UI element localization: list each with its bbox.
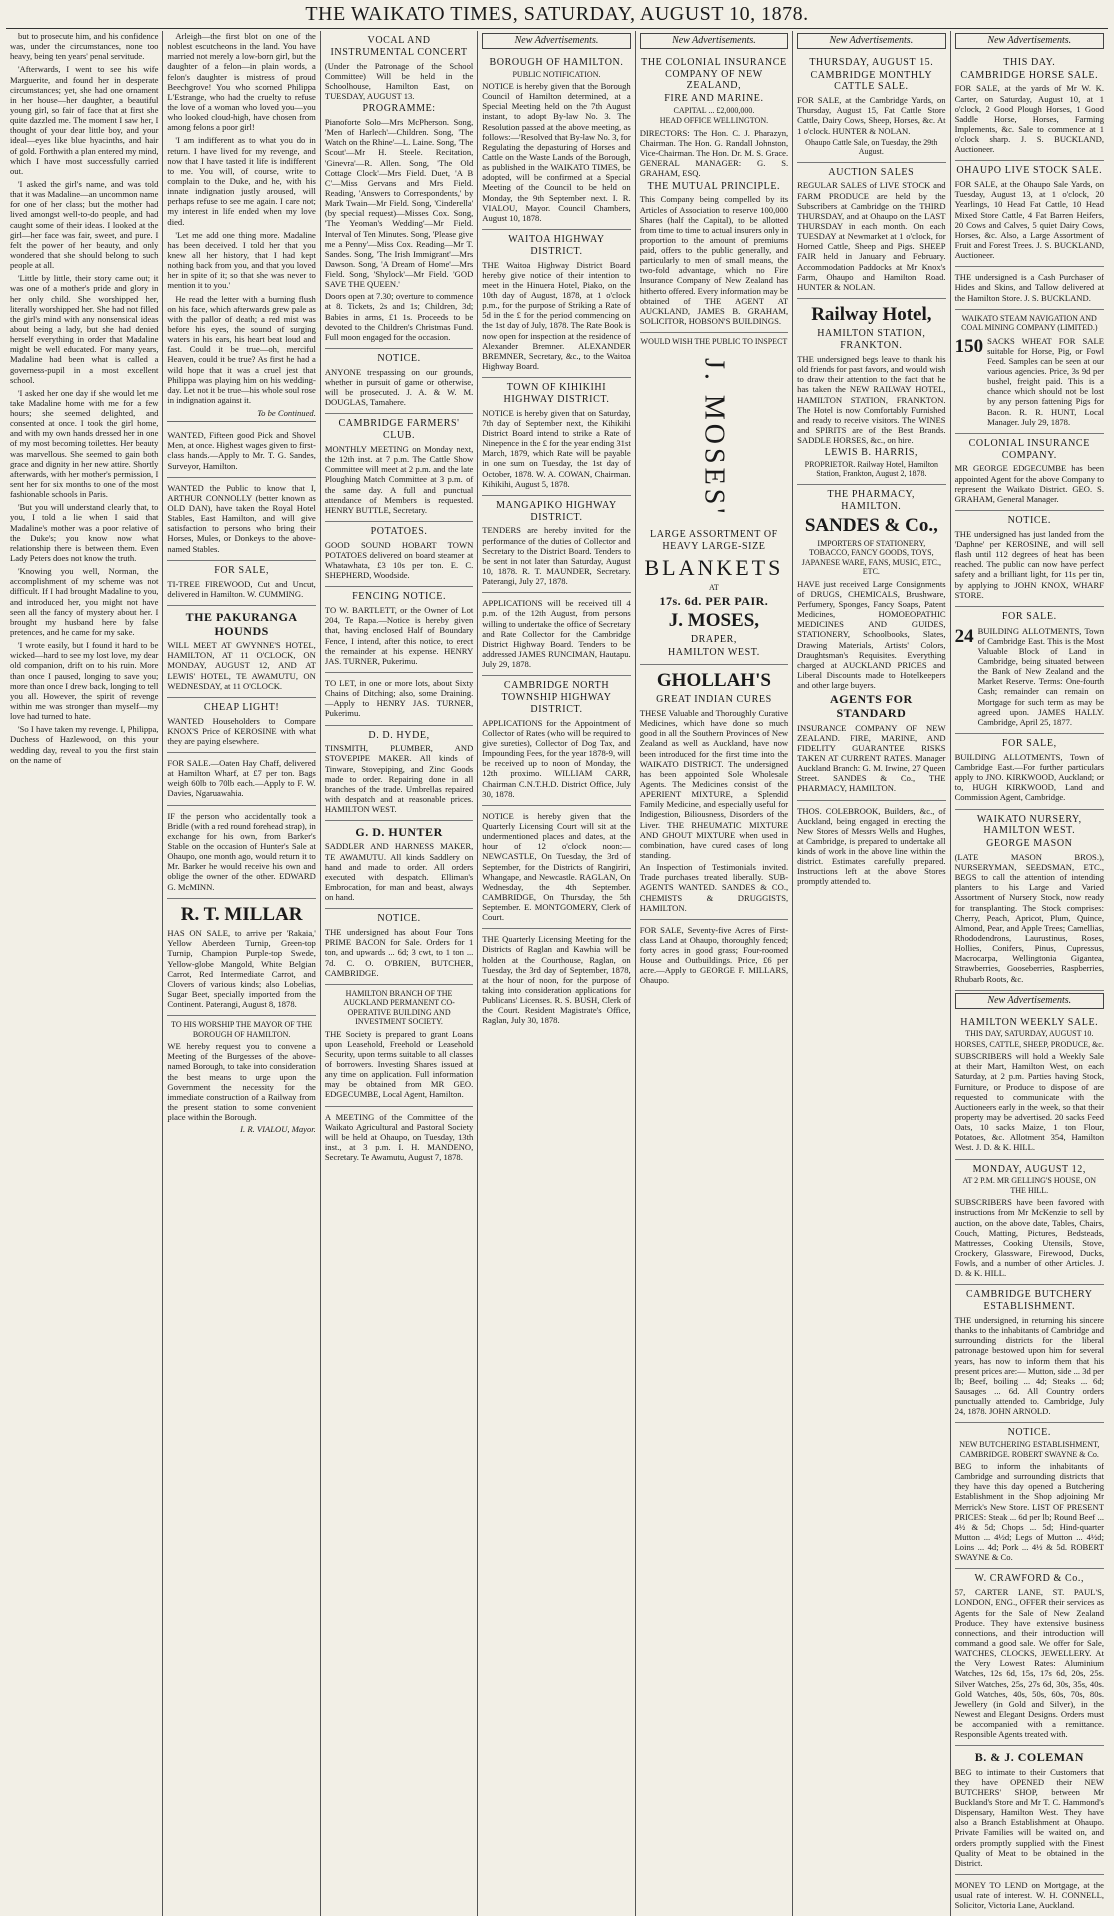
ad-hay-chaff: FOR SALE.—Oaten Hay Chaff, delivered at Hamilton Wharf, at £7 per ton. Bags weigh 60lb to 70lb each.—Apply to F. W. Davies, Ngaruawahia. xyxy=(167,753,315,806)
column-heading: New Advertisements. xyxy=(797,33,945,49)
ad-wanted-stables: WANTED the Public to know that I, ARTHUR CONNOLLY (better known as OLD DAN), have taken the Royal Hotel Stables, East Hamilton, and will give satisfaction to persons who bring their Horses, Mules, or Donkeys to the above-named Stables. xyxy=(167,478,315,561)
ad-cambridge-butchery-text: CAMBRIDGE BUTCHERY ESTABLISHMENT. xyxy=(965,1289,1093,1313)
ad-kirkwood: FOR SALE, BUILDING ALLOTMENTS, Town of Cambridge East.—For further particulars apply to JNO. KIRKWOOD, Auckland; or to, HUGH KIRKWOOD, Land and Commission Agent, Cambridge. xyxy=(955,734,1104,810)
story-paragraph: 'I asked her one day if she would let me take Madaline home with me for a few hours; she seemed delighted, and consented at once. I took the girl home, and with my own hands dressed her in one of my most becoming toilettes. Her beauty was marvellous. She seemed to gain both grace and dignity in her new attire. Shortly afterwards, with her mother's permission, I sent her for six months to one of the most fashionable schools in Paris. xyxy=(10,387,159,500)
story-paragraph: Arleigh—the first blot on one of the noblest escutcheons in the land. You have married not merely a low-born girl, but the daughter of a felon—in plain words, a felon's daughter is mistress of proud Beechgrove! You who scorned Philippa L'Estrange, who had the cruelty to refuse the love of a woman who loved you—you who looked cloud-high, have chosen from among felons a poor girl! xyxy=(167,31,316,133)
ad-kihikihi: TOWN OF KIHIKIHI HIGHWAY DISTRICT. NOTICE is hereby given that on Saturday, 7th day of September next, the Kihikihi District Board intend to strike a Rate of Ninepence in the £ for the year ending 31st March, 1879, which Rate will be payable in one sum on Tuesday, the 1st day of October, 1878. W. A. COWAN, Chairman. Kihikihi, August 5, 1878. xyxy=(482,378,630,496)
ad-cambridge-butchery xyxy=(955,1285,1104,1423)
ad-colonial-insurance: THE COLONIAL INSURANCE COMPANY OF NEW ZEALAND, FIRE AND MARINE. CAPITAL ... £2,000,000. HEAD OFFICE WELLINGTON. DIRECTORS: The Hon. C. J. Pharazyn, Chairman. The Hon. G. Randall Johnston, Vice-Chairman. The Hon. Dr. M. S. Grace. GENERAL MANAGER: G. S. GRAHAM, ESQ. THE MUTUAL PRINCIPLE. This Company being compelled by its Articles of Association to reserve 100,000 Shares (half the Capital), to be allotted from time to time to actual insurers only in proportion to the amount of premiums paid, offers to the public generally, and particularly to men of small means, the two-fold advantage, which no Fire Insurance Company of New Zealand has hitherto offered. Every information may be obtained of THE AGENT AT AUCKLAND, JAMES B. GRAHAM, SOLICITOR, HOBSON'S BUILDINGS. xyxy=(640,53,788,333)
ad-pakuranga-hounds: THE PAKURANGA HOUNDS WILL MEET AT GWYNNE'S HOTEL, HAMILTON, AT 11 O'CLOCK, ON MONDAY, AUGUST 12, AND AT LEWIS' HOTEL, TE AWAMUTU, ON WEDNESDAY, at 11 O'CLOCK. xyxy=(167,606,315,698)
ad-bridle: IF the person who accidentally took a Bridle (with a red round forehead strap), in exchange for his own, from Barker's Stable on the occasion of Hunter's Sale at Ohaupo, one month ago, would return it to Mr. Barker he would receive his own and oblige the owner of the other. EDWARD G. McMINN. xyxy=(167,806,315,899)
ad-hyde: D. D. HYDE, TINSMITH, PLUMBER, AND STOVEPIPE MAKER. All kinds of Tinware, Stovepiping, and Zinc Goods made to order. Repairing done in all branches of the trade. Umbrellas repaired with despatch and at reasonable prices. HAMILTON WEST. xyxy=(325,726,473,822)
ad-cambridge-north: CAMBRIDGE NORTH TOWNSHIP HIGHWAY DISTRICT. APPLICATIONS for the Appointment of Collector of Rates (who will be required to give sureties), Collector of Dog Tax, and Impounding Fees, for the year 1878-9, will be received up to noon of Monday, the 12th proximo. WILLIAM CARR, Chairman C.N.T.H.D. District Office, July 30, 1878. xyxy=(482,676,630,806)
column-5 xyxy=(636,31,793,1916)
ad-cattle-sale: THURSDAY, AUGUST 15. CAMBRIDGE MONTHLY CATTLE SALE. FOR SALE, at the Cambridge Yards, on Thursday, August 15, Fat Cattle Store Cattle, Dairy Cows, Sheep, Horses, &c. At 1 o'clock. HUNTER & NOLAN. Ohaupo Cattle Sale, on Tuesday, the 29th August. xyxy=(797,53,945,163)
ad-money-to-lend-text: MONEY TO LEND on Mortgage, at the usual rate of interest. W. H. CONNELL, Solicitor, Victoria Lane, Auckland. xyxy=(954,1879,1104,1911)
story-paragraph: but to prosecute him, and his confidence was, under the circumstances, none too heavy, being ten years' penal servitude. xyxy=(10,31,159,62)
ad-new-butchering xyxy=(955,1423,1104,1569)
ad-allotments: FOR SALE. 24 BUILDING ALLOTMENTS, Town of Cambridge East. This is the Most Valuable Block of Land in Cambridge, being situated between the Bank of New Zealand and the Market Reserve. Terms: One-fourth Cash; remainder can remain on Mortgage for such term as may be agreed upon. JAMES HALLY. Cambridge, April 25, 1877. xyxy=(955,607,1104,734)
ad-new-butchering-text: NEW BUTCHERING ESTABLISHMENT, CAMBRIDGE. ROBERT SWAYNE & Co. xyxy=(959,1440,1100,1459)
ad-millar: R. T. MILLAR HAS ON SALE, to arrive per 'Rakaia,' Yellow Aberdeen Turnip, Green-top Turnip, Champion Purple-top Swede, Yellow-globe Mangold, White Belgian Carrot, Red Intermediate Carrot, and Clovers of various kinds; also Lobelias, Sugar Beet, specially imported from the Continent. Paterangi, August 8, 1878. xyxy=(167,899,315,1017)
ad-raglan-licensing: THE Quarterly Licensing Meeting for the Districts of Raglan and Kawhia will be holden at the Courthouse, Raglan, on Tuesday, the 3rd day of September, 1878, at the hour of noon, for the purpose of taking into consideration applications for Publicans' Licenses. R. S. BUSH, Clerk of the Court. Resident Magistrate's Office, Raglan, July 30, 1878. xyxy=(482,934,631,1026)
ad-cheap-light: CHEAP LIGHT! WANTED Householders to Compare KNOX'S Price of KEROSINE with what they are paying elsewhere. xyxy=(167,698,315,753)
ad-concert: VOCAL AND INSTRUMENTAL CONCERT (Under the Patronage of the School Committee) Will be held in the Schoolhouse, Hamilton East, on TUESDAY, AUGUST 13. PROGRAMME: Pianoforte Solo—Mrs McPherson. Song, 'Men of Harlech'—Children. Song, 'The Watch on the Rhine'—L. Laine. Song, 'The Scout'—Mr H. Steele. Recitation, 'Ginevra'—R. Allen. Song, 'The Old Cottage Clock'—Mrs Field. Duet, 'A B C'—Miss Gervans and Mrs Field. Reading, 'Answers to Correspondents,' by Mark Twain—Mr Field. Song, 'Cinderella' (by special request)—Misses Cox. Song, 'The Yeoman's Wedding'—Mr Field. Interval of Ten Minutes. Song, 'Please give me a Penny'—Miss Cox. Reading—Mr T. Sandes. Song, 'The Irish Immigrant'—Mrs Dawson. Song, 'A Dream of Home'—Mrs Field. Song, 'Shylock'—Mr Field. 'GOD SAVE THE QUEEN.' Doors open at 7.30; overture to commence at 8. Tickets, 2s and 1s; Children, 3d; Babies in arms, £1 1s. Proceeds to be devoted to the Children's Christmas Fund. Full moon engaged for the occasion. xyxy=(325,31,473,349)
ad-applications: APPLICATIONS will be received till 4 p.m. of the 12th August, from persons willing to undertake the office of Secretary and Rate Collector for the Cambridge District Highway Board. Tenders to be addressed JAMES RUNCIMAN, Hautapu. July 29, 1878. xyxy=(482,593,630,676)
story-paragraph: He read the letter with a burning flush on his face, which afterwards grew pale as with the pallor of death; a red mist was before his eyes, the sound of surging waters in his ears, his heart beat loud and fast. Could it be true—oh, merciful Heaven, could it be true? As first he had a wild hope that it was a cruel jest that Philippa was playing him on his wedding-day. Let not it be true—his whole soul rose in indignation against it. xyxy=(167,293,316,405)
column-heading: New Advertisements. xyxy=(955,993,1104,1009)
ad-crawford xyxy=(955,1569,1104,1746)
column-2 xyxy=(163,31,320,1916)
ad-coleman xyxy=(955,1746,1104,1875)
column-heading: New Advertisements. xyxy=(640,33,788,49)
ad-trespass-notice: NOTICE. ANYONE trespassing on our grounds, whether in pursuit of game or otherwise, will be prosecuted. J. A. & W. M. DOUGLAS, Tamahere. xyxy=(325,349,473,414)
column-7 xyxy=(951,31,1108,1916)
ad-auction-sales: AUCTION SALES REGULAR SALES of LIVE STOCK and FARM PRODUCE are held by the Subscribers at Cambridge on the THIRD THURSDAY, and at Ohaupo on the LAST THURSDAY in each month. On each TUESDAY at Newmarket at 1 o'clock, for Horned Cattle, Sheep and Pigs. SHEEP FAIR held in January and February. Accommodation Paddocks at Mr Knox's Farm, Ohaupo and Hamilton Road. HUNTER & NOLAN. xyxy=(797,163,945,299)
ad-bacon: NOTICE. THE undersigned has about Four Tons PRIME BACON for Sale. Orders for 1 ton, and upwards ... 6d; 3 cwt, to 1 ton ... 7d. C. O. O'BRIEN, BUTCHER, CAMBRIDGE. xyxy=(325,909,473,985)
ad-land-sale: FOR SALE, Seventy-five Acres of First-class Land at Ohaupo, thoroughly fenced; forty acres in good grass; Four-roomed House and Outbuildings. Price, £6 per acre.—Apply to GEORGE F. MILLARS, Ohaupo. xyxy=(639,924,789,986)
ad-coleman-text: BEG to intimate to their Customers that they have OPENED their NEW BUTCHERS' SHOP, between Mr Buckland's Store and Mr T. C. Hammond's Dispensary, Hamilton West. They have also a Branch Establishment at Ohaupo. Private Families will be waited on, and orders promptly supplied with the Finest Quality of Meat to be obtained in the District. xyxy=(954,1766,1104,1868)
ad-new-butchering-text: BEG to inform the inhabitants of Cambridge and surrounding districts that they have this day opened a Butchering Establishment in the Shop adjoining Mr Merrick's New Store. LIST OF PRESENT PRICES: Steak ... 6d per lb; Round Beef ... 4½ & 5d; Chops ... 5d; Hind-quarter Mutton ... 4½d; Legs of Mutton ... 4½d; Loins ... 4d; Pork ... 4½ & 5d. ROBERT SWAYNE & Co. xyxy=(954,1461,1104,1563)
ad-horse-sale: THIS DAY. CAMBRIDGE HORSE SALE. FOR SALE, at the yards of Mr W. K. Carter, on Saturday, August 10, at 1 o'clock, 2 Good Plough Horses, 1 Good Saddle Horse, Horses, Farming Implements, &c. Sale to commence at 1 o'clock sharp. J. S. BUCKLAND, Auctioneer. xyxy=(955,53,1104,162)
ad-waitoa: WAITOA HIGHWAY DISTRICT. THE Waitoa Highway District Board hereby give notice of their intention to meet in the Hinuera Hotel, Piako, on the 10th day of August, 1878, at 1 o'clock p.m., for the purpose of Striking a Rate of 5d in the £ for the period commencing on the 1st day of July, 1878. The Rate Book is now open for inspection at the residence of Alexander Bremner. ALEXANDER BREMNER, Secretary, &c., to the Waitoa Highway Board. xyxy=(482,230,630,378)
column-heading: New Advertisements. xyxy=(955,33,1104,49)
ad-weekly-sale-text: THIS DAY, SATURDAY, AUGUST 10. xyxy=(965,1029,1094,1039)
ad-to-let: TO LET, in one or more lots, about Sixty Chains of Ditching; also, some Draining.—Apply to HENRY JAS. TURNER, Pukerimu. xyxy=(325,673,473,726)
page-columns xyxy=(6,31,1108,1911)
story-paragraph: 'So I have taken my revenge. I, Philippa, Duchess of Hazlewood, on this your wedding day, reveal to you the first stain on the name of xyxy=(10,724,159,765)
ad-building-society: HAMILTON BRANCH OF THE AUCKLAND PERMANENT CO-OPERATIVE BUILDING AND INVESTMENT SOCIETY. THE Society is prepared to grant Loans upon Leasehold, Freehold or Leasehold Security, upon terms suitable to all classes of borrowers. Investing Shares issued at any time on application. Full information may be obtained from MR GEO. EDGECUMBE, Local Agent, Hamilton. xyxy=(325,985,473,1107)
ad-hunter-saddler: G. D. HUNTER SADDLER AND HARNESS MAKER, TE AWAMUTU. All kinds Saddlery on hand and made to order. All orders executed with despatch. Elliman's Embrocation, for man and beast, always on hand. xyxy=(325,821,473,909)
ad-crawford-text: W. CRAWFORD & Co., xyxy=(974,1573,1085,1585)
ad-coleman-text: B. & J. COLEMAN xyxy=(974,1750,1084,1765)
ad-weekly-sale xyxy=(955,1013,1104,1160)
ad-crawford-text: 57, CARTER LANE, ST. PAUL'S, LONDON, ENG., OFFER their services as Agents for the Sale of New Zealand Produce. They have extensive business connections, and their introduction will command a good sale. We offer for Sale, WATCHES, CLOCKS, JEWELLERY. At the Very Lowest Rates: Aluminium Watches, 12s 6d, 15s, 17s 6d, 20s, 25s. Silver Watches, 25s, 27s 6d, 30s, 35s, 40s. Gold Watches, 40s, 50s, 60s, 70s, 80s. Jewellery (in Gold and Silver), in the Newest and Elegant Designs. Orders must be accompanied with a remittance. Responsible Agents treated with. xyxy=(954,1587,1104,1740)
column-heading: New Advertisements. xyxy=(482,33,630,49)
ad-nursery: WAIKATO NURSERY, HAMILTON WEST. GEORGE MASON (LATE MASON BROS.), NURSERYMAN, SEEDSMAN, ETC., BEGS to call the attention of intending planters to his Large and Varied Assortment of Nursery Stock, now ready for transplanting. The Stock comprises: Cherry, Peach, Apricot, Plum, Quince, Almond, Pear, and Apple Trees; Camellias, Rhododendrons, Laurustinus, Roses, Hollies, Conifers, Pinus, Cupressus, Macrocarpa, Wellingtonia Gigantea, Strawberries, Gooseberries, Raspberries, Rhubarb Roots, &c. xyxy=(955,810,1104,991)
column-6 xyxy=(793,31,950,1916)
ad-gelling-house-text: AT 2 P.M. MR GELLING'S HOUSE, ON THE HILL. xyxy=(962,1176,1097,1195)
ad-weekly-sale-text: HAMILTON WEEKLY SALE. xyxy=(960,1016,1099,1028)
ad-colebrook: THOS. COLEBROOK, Builders, &c., of Auckland, being engaged in erecting the New Stores of Messrs Wells and Hughes, at Cambridge, is prepared to undertake all kinds of work in the above line within the district. Estimates carefully prepared. Instructions left at the above Stores promptly attended to. xyxy=(797,805,946,887)
story-paragraph: 'I am indifferent as to what you do in return. I have lived for my revenge, and now that I have tasted it life is indifferent to me. You will, of course, write to complain to the Duke, and he, with his innate indignation justly aroused, will perhaps refuse to see me again. I care not; my interest in life ended when my love died. xyxy=(167,135,316,227)
story-paragraph: 'Little by little, their story came out; it was one of a mother's pride and glory in her only child. She worshipped her, literally worshipped her. She had not filled the girl's mind with any nonsensical ideas about being a lady, but she had denied herself everything in order that Madaline might be well educated. For many years, Madaline had been what is called a governess-pupil in a most excellent school. xyxy=(10,273,159,385)
ad-gelling-house-text: SUBSCRIBERS have been favored with instructions from Mr McKenzie to sell by auction, on the above date, Tables, Chairs, Couch, Matting, Pictures, Bedsteads, Mattresses, Cooking Utensils, Stove, Crockery, Glassware, Firewood, Ducks, Fowls, and a number of other Articles. J. D. & K. HILL. xyxy=(954,1197,1104,1279)
ad-cambridge-butchery-text: THE undersigned, in returning his sincere thanks to the inhabitants of Cambridge and surrounding districts for the liberal patronage bestowed upon him for several years, has now to inform them that his present prices are:— Mutton, side ... 3d per lb; Beef, boiling ... 4d; Steaks ... 6d; Sausages ... 6d. All Country orders punctually attended to. Cambridge, July 24, 1878. JOHN ARNOLD. xyxy=(954,1314,1104,1417)
ad-farmers-club: CAMBRIDGE FARMERS' CLUB. MONTHLY MEETING on Monday next, the 12th inst. at 7 p.m. The Cattle Show Committee will meet at 2 p.m. and the late Ploughing Match Committee at 3 p.m. of the same day. A full and punctual attendance of Members is requested. HENRY BUTTLE, Secretary. xyxy=(325,414,473,522)
ad-colonial-company: COLONIAL INSURANCE COMPANY. MR GEORGE EDGECUMBE has been appointed Agent for the above Company to represent the Waikato District. GEO. S. GRAHAM, General Manager. xyxy=(955,434,1104,511)
ad-money-to-lend xyxy=(955,1875,1104,1916)
ad-gelling-house xyxy=(955,1160,1104,1286)
ad-wanted-pick-shovel: WANTED, Fifteen good Pick and Shovel Men, at once. Highest wages given to first-class hands.—Apply to Mr. T. G. Sandes, Surveyor, Hamilton. xyxy=(167,425,315,478)
ad-sandes: THE PHARMACY, HAMILTON. SANDES & Co., IMPORTERS OF STATIONERY, TOBACCO, FANCY GOODS, TOYS, JAPANESE WARE, FANS, MUSIC, ETC., ETC. HAVE just received Large Consignments of DRUGS, CHEMICALS, Brushware, Perfumery, Sponges, Fancy Soaps, Patent Medicines, HOMOEOPATHIC MEDICINES AND GUIDES, STATIONERY, Schoolbooks, Slates, Drawing Materials, Artists' Colors, Draughtsman's Requisites. Everything charged at AUCKLAND PRICES and Liberal Discounts made to Hotelkeepers and other large buyers. AGENTS FOR STANDARD INSURANCE COMPANY OF NEW ZEALAND. FIRE, MARINE, AND FIDELITY GUARANTEE RISKS TAKEN AT CURRENT RATES. Manager Auckland Branch: G. M. Irwine, 27 Queen Street. SANDES & Co., THE PHARMACY, HAMILTON. xyxy=(797,485,945,801)
story-paragraph: 'Afterwards, I went to see his wife Marguerite, and found her in desperate circumstances; yet, she had one ornament in her house—her daughter, a beautiful young girl, so fair of face that at first she quite dazzled me. The moment I saw her, I thought of your dear little boy, and your ideal—eyes like blue hyacinths, and hair of gold. Forthwith a plan entered my mind, which I have most successfully carried out. xyxy=(10,64,159,176)
ad-steam-navigation: WAIKATO STEAM NAVIGATION AND COAL MINING COMPANY (LIMITED.) 150 SACKS WHEAT FOR SALE suitable for Horse, Pig, or Fowl Feed. Samples can be seen at our various agencies. Price, 3s 9d per bushel, freight paid. This is a chance which should not be lost by any person fattening Pigs for Bacon. R. R. HUNT, Local Manager. July 29, 1878. xyxy=(955,310,1104,434)
ad-mangapiko: MANGAPIKO HIGHWAY DISTRICT. TENDERS are hereby invited for the performance of the duties of Collector and Secretary to the District Board. Tenders to be sent in not later than Saturday, August 10, 1878. R. T. MAUNDER, Secretary. Paterangi, July 27, 1878. xyxy=(482,496,630,593)
to-be-continued: To be Continued. xyxy=(257,408,316,419)
story-paragraph: 'I wrote easily, but I found it hard to be wicked—hard to see my lost love, my dear old companion, drift on to his ruin. More than once I paused, longing to save you; more than once I drew back, longing to tell you all. However, the spirit of revenge within me was stronger than myself—my love had turned to hate. xyxy=(10,640,159,722)
ad-licensing-court: NOTICE is hereby given that the Quarterly Licensing Court will sit at the undermentioned places and dates, at the hour of 12 o'clock noon:— NEWCASTLE, On Tuesday, the 3rd of September, for the Districts of Rangiriri, Whangape, and Newcastle. RAGLAN, On Wednesday, the 4th September. CAMBRIDGE, On Thursday, the 5th September. E. MONTGOMERY, Clerk of Court. xyxy=(482,806,630,930)
ad-firewood: FOR SALE, TI-TREE FIREWOOD, Cut and Uncut, delivered in Hamilton. W. CUMMING. xyxy=(167,561,315,606)
masthead: THE WAIKATO TIMES, SATURDAY, AUGUST 10, 1878. xyxy=(6,0,1108,29)
column-3 xyxy=(321,31,478,1916)
ad-borough: BOROUGH OF HAMILTON. PUBLIC NOTIFICATION. NOTICE is hereby given that the Borough Council of Hamilton determined, at a Special Meeting held on the 7th August instant, to adopt By-law No. 3. The Resolution passed at the above meeting, as follows:—'Resolved that By-law No. 3, for Regulating the depasturing of Horses and Cattle on the Waste Lands of the Borough, as published in the WAIKATO TIMES, be adopted, will be confirmed at a Special Meeting of the Council to be held on Monday, the 9th September next. I. R. VIALOU, Mayor. Council Chambers, August 10, 1878. xyxy=(482,53,630,230)
ad-new-butchering-text: NOTICE. xyxy=(1007,1427,1051,1439)
ad-ohaupo-stock: OHAUPO LIVE STOCK SALE. FOR SALE, at the Ohaupo Sale Yards, on Tuesday, August 13, at 1 o'clock, 20 Yearlings, 10 Head Fat Cattle, 10 Head Mixed Store Cattle, 4 Fat Barren Heifers, 20 Cows and Calves, 5 quiet Dairy Cows, Horses, &c. Also, a Large Assortment of Fruit and Forest Trees. J. S. BUCKLAND, Auctioneer. xyxy=(955,161,1104,267)
ad-fencing: FENCING NOTICE. TO W. BARTLETT, or the Owner of Lot 204, Te Rapa.—Notice is hereby given that, having enclosed Half of Boundary Fence, I intend, after this notice, to erect the remainder at his expense. HENRY JAS. TURNER, Pukerimu. xyxy=(325,587,473,673)
story-paragraph: 'But you will understand clearly that, to you, I told a lie when I said that Madaline's mother was a poor relative of the Duke's; you know now what relationship there is between them. Even Lady Peters does not know the truth. xyxy=(10,502,159,564)
ad-agricultural: A MEETING of the Committee of the Waikato Agricultural and Pastoral Society will be held at Ohaupo, on Tuesday, 13th inst., at 3 p.m. I. H. MANDENO, Secretary. Te Awamutu, August 7, 1878. xyxy=(324,1111,474,1163)
ad-railway-hotel: Railway Hotel, HAMILTON STATION, FRANKTON. THE undersigned begs leave to thank his old friends for past favors, and would wish to draw their attention to the fact that he has taken the NEW RAILWAY HOTEL, HAMILTON STATION, FRANKTON. The Hotel is now Comfortably Furnished and ready to receive visitors. The WINES and SPIRITS are of the Best Brands. SADDLE HORSES, &c., on hire. LEWIS B. HARRIS, PROPRIETOR. Railway Hotel, Hamilton Station, Frankton, August 2, 1878. xyxy=(797,299,945,485)
ad-weekly-sale-text: HORSES, CATTLE, SHEEP, PRODUCE, &c. xyxy=(954,1039,1104,1049)
ad-potatoes: POTATOES. GOOD SOUND HOBART TOWN POTATOES delivered on board steamer at Whatawhata, £3 10s per ton. E. C. SHEPHERD, Woodside. xyxy=(325,522,473,587)
column-8-overflow xyxy=(955,993,1104,1916)
ad-ghollah: GHOLLAH'S GREAT INDIAN CURES THESE Valuable and Thoroughly Curative Medicines, which have done so much good in all the Southern Provinces of New Zealand as well as Auckland, have now been introduced for the first time into the WAIKATO DISTRICT. The undersigned has been appointed Sole Wholesale Agents. The Medicines consist of the APERIENT MIXTURE, a Splendid Family Medicine, and especially useful for Indigestion, Biliousness, Disorders of the Liver. THE RHEUMATIC MIXTURE AND GHOUT MIXTURE when used in combination, have cured cases of long standing. An Inspection of Testimonials invited. Trade purchases treated liberally. SUB-AGENTS WANTED. SANDES & CO., CHEMISTS & DRUGGISTS, HAMILTON. xyxy=(640,665,788,920)
column-1 xyxy=(6,31,163,1916)
ad-mayor-request: TO HIS WORSHIP THE MAYOR OF THE BOROUGH OF HAMILTON. WE hereby request you to convene a Meeting of the Burgesses of the above-named Borough, to take into consideration the best means to urge upon the Government the necessity for the immediate construction of a Railway from the present station to some convenient place within the Borough. I. R. VIALOU, Mayor. xyxy=(167,1020,316,1135)
ad-gelling-house-text: MONDAY, AUGUST 12, xyxy=(972,1163,1086,1175)
column-4 xyxy=(478,31,635,1916)
ad-kerosine: NOTICE. THE undersigned has just landed from the 'Daphne' per KEROSINE, and will sell flash until 112 degrees of heat has been reached. The public can now have perfect safety and a brilliant light, for 11s per tin, by applying to JOHN KNOX, WHARF STORE. xyxy=(955,511,1104,607)
ad-moses-blankets: WOULD WISH THE PUBLIC TO INSPECT J. MOSES' LARGE ASSORTMENT OF HEAVY LARGE-SIZE BLANKETS AT 17s. 6d. PER PAIR. J. MOSES, DRAPER, HAMILTON WEST. xyxy=(640,333,788,665)
story-paragraph: 'I asked the girl's name, and was told that it was Madaline—an uncommon name for one of her class; but the mother had lived amongst well-to-do people, and had caught some of their ideas. I looked at the girl—her face was fair, sweet, and pure. I felt the power of her beauty, and only wondered that she should belong to such people at all. xyxy=(10,178,159,271)
story-paragraph: 'Let me add one thing more. Madaline has been deceived. I told her that you knew all her history, that I had kept nothing back from you, and that you loved her in spite of it; so that she was never to mention it to you.' xyxy=(167,229,316,291)
story-paragraph: 'Knowing you well, Norman, the accomplishment of my scheme was not difficult. If I had brought Madaline to you, and introduced her, you might not have seen all the fancy of mystery about her. I brought my husband here by false pretences, and he came for my sake. xyxy=(10,566,159,638)
ad-hides: THE undersigned is a Cash Purchaser of Hides and Skins, and Tallow delivered at the Hamilton Store. J. S. BUCKLAND. xyxy=(955,267,1104,309)
ad-weekly-sale-text: SUBSCRIBERS will hold a Weekly Sale at their Mart, Hamilton West, on each Saturday, at 2 p.m. Parties having Stock, Furniture, or Produce to dispose of are requested to communicate with the Auctioneers early in the week, so that their property may be advertised. 20 sacks Feed Oats, 10 sacks Maize, 1 ton Flour, Potatoes, &c. Allotment 354, Hamilton West. J. D. & K. HILL. xyxy=(954,1051,1104,1153)
